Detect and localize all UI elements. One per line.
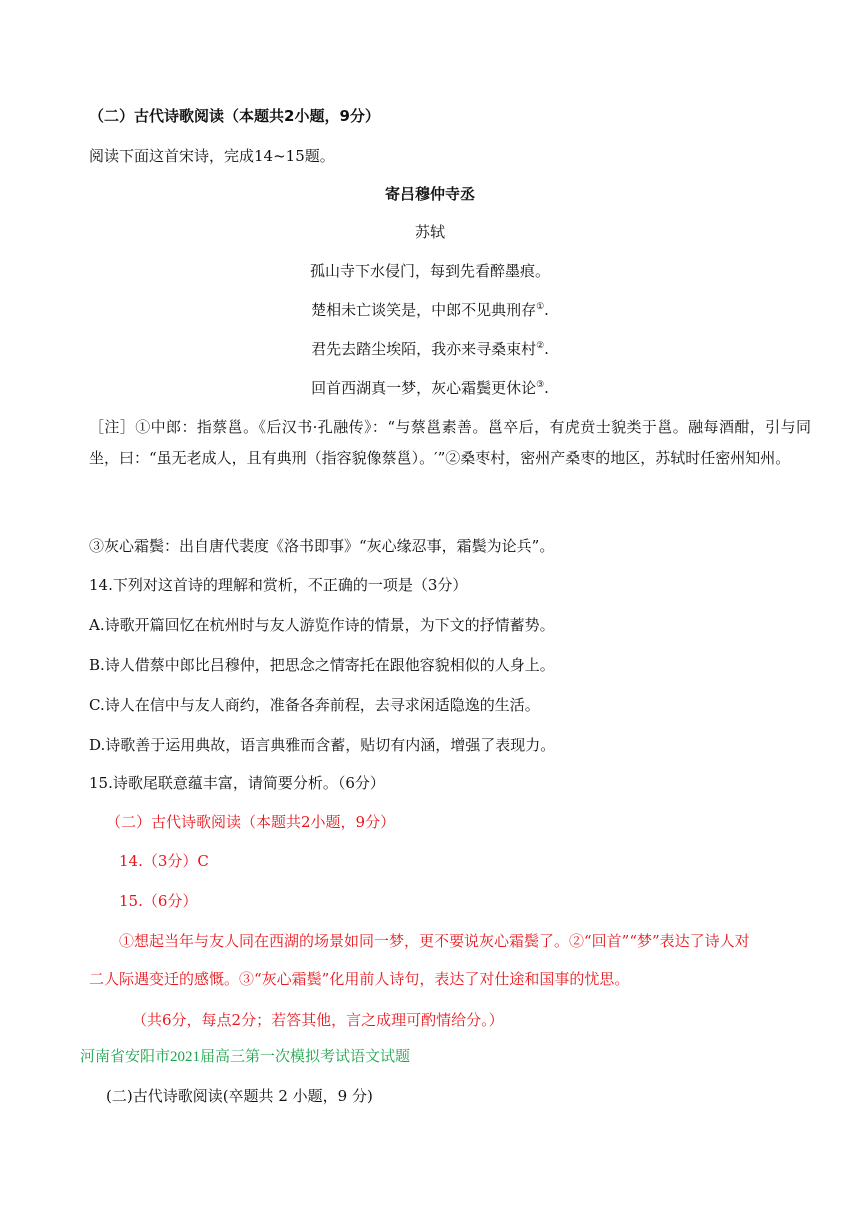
scoring-note: （共6分，每点2分；若答其他，言之成理可酌情给分。） bbox=[132, 1011, 504, 1029]
poem-author: 苏轼 bbox=[414, 223, 445, 241]
poem-line-1: 孤山寺下水侵门，每到先看醉墨痕。 bbox=[309, 262, 550, 280]
annotation-note-1: ［注］①中郎：指蔡邕。《后汉书·孔融传》：“与蔡邕素善。邕卒后，有虎贲士貌类于邕。融每酒酣，引与同坐，曰：“虽无老成人，且有典刑（指容貌像蔡邕）。′”②桑枣村，密州产桑枣的地区，苏轼时任密州知州。 bbox=[89, 418, 811, 467]
question-15: 15.诗歌尾联意蕴丰富，请简要分析。（6分） bbox=[89, 774, 385, 792]
footnote-marker: ② bbox=[536, 341, 545, 351]
annotation-note-3: ③灰心霜鬓：出自唐代裴度《洛书即事》“灰心缘忍事，霜鬓为论兵”。 bbox=[89, 537, 555, 555]
answer-15-header: 15.（6分） bbox=[119, 892, 198, 910]
option-b: B.诗人借蔡中郎比吕穆仲，把思念之情寄托在跟他容貌相似的人身上。 bbox=[89, 656, 555, 674]
poem-line-4: 回首西湖真一梦，灰心霜鬓更休论③. bbox=[311, 379, 549, 397]
instruction: 阅读下面这首宋诗，完成14~15题。 bbox=[89, 147, 335, 165]
footnote-marker: ① bbox=[536, 302, 545, 312]
source-title: 河南省安阳市2021届高三第一次模拟考试语文试题 bbox=[80, 1049, 411, 1065]
option-a: A.诗歌开篇回忆在杭州时与友人游览作诗的情景，为下文的抒情蓄势。 bbox=[89, 616, 555, 634]
answer-15-line-1: ①想起当年与友人同在西湖的场景如同一梦，更不要说灰心霜鬓了。②“回首”“梦”表达了诗人对 bbox=[119, 932, 750, 950]
answer-section-title: （二）古代诗歌阅读（本题共2小题，9分） bbox=[106, 813, 396, 831]
section-title: （二）古代诗歌阅读（本题共2小题，9分） bbox=[89, 107, 380, 125]
option-c: C.诗人在信中与友人商约，准备各奔前程，去寻求闲适隐逸的生活。 bbox=[89, 696, 540, 714]
question-14: 14.下列对这首诗的理解和赏析，不正确的一项是（3分） bbox=[89, 576, 468, 594]
poem-line-2: 楚相未亡谈笑是，中郎不见典刑存①. bbox=[311, 301, 549, 319]
next-section-title: (二)古代诗歌阅读(卒题共 2 小题，9 分) bbox=[106, 1087, 373, 1105]
answer-14: 14.（3分）C bbox=[119, 852, 209, 870]
answer-15-line-2: 二人际遇变迁的感慨。③“灰心霜鬓”化用前人诗句，表达了对仕途和国事的忧思。 bbox=[89, 970, 630, 988]
poem-title: 寄吕穆仲寺丞 bbox=[384, 185, 475, 203]
footnote-marker: ③ bbox=[536, 380, 545, 390]
option-d: D.诗歌善于运用典故，语言典雅而含蓄，贴切有内涵，增强了表现力。 bbox=[89, 736, 556, 754]
poem-line-3: 君先去踏尘埃陌，我亦来寻桑束村②. bbox=[311, 340, 549, 358]
